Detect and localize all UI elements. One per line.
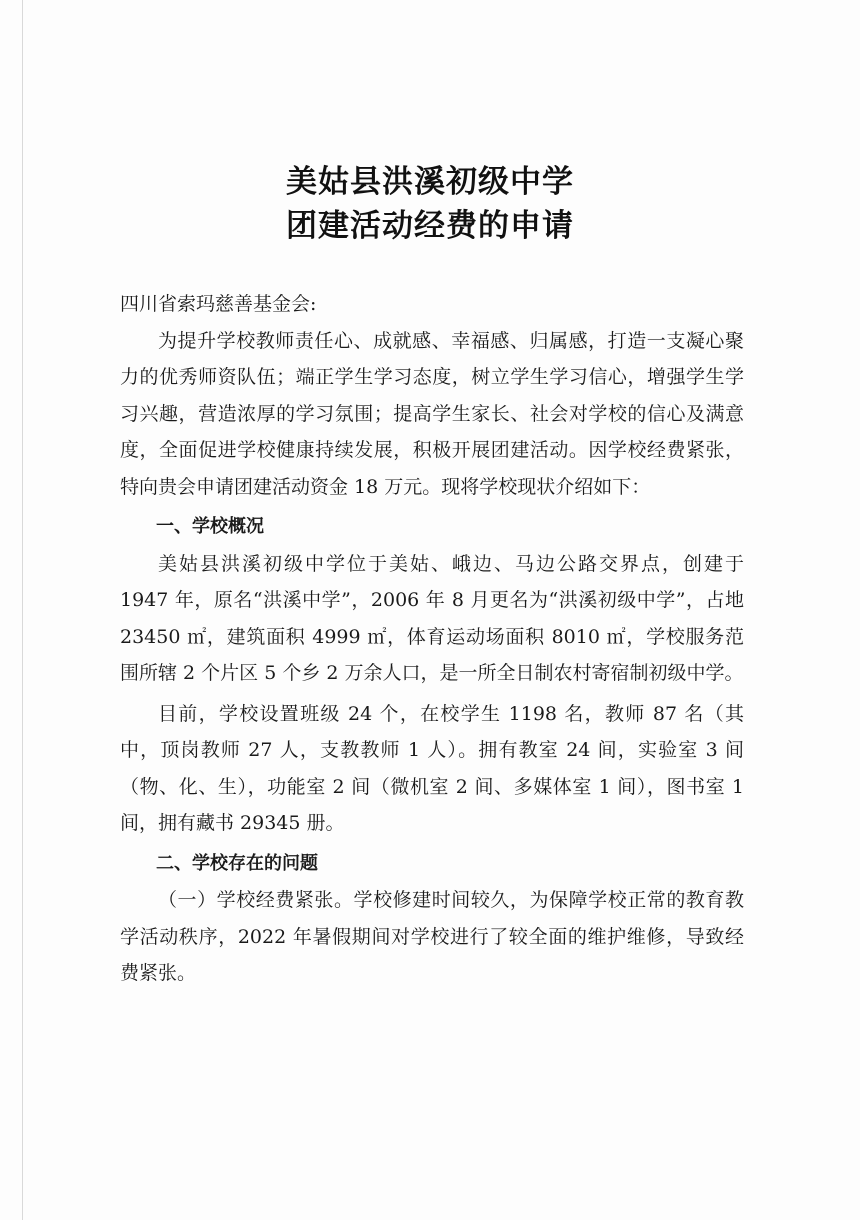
section-1-heading: 一、学校概况 <box>156 516 264 537</box>
document-title-line-2: 团建活动经费的申请 <box>286 208 574 244</box>
section-2-heading: 二、学校存在的问题 <box>156 852 318 874</box>
document-body <box>120 286 744 992</box>
document-title-line-1: 美姑县洪溪初级中学 <box>286 164 574 200</box>
salutation: 四川省索玛慈善基金会: <box>120 293 317 315</box>
section-2-item-1 <box>120 882 744 992</box>
section-2-item-1-label: （一）学校经费紧张。 <box>158 889 354 911</box>
section-2-item-1-text: 学校修建时间较久，为保障学校正常的教育教学活动秩序，2022 年暑假期间对学校进行了较全面的维护维修，导致经费紧张。 <box>120 889 744 984</box>
section-1-paragraph-1: 美姑县洪溪初级中学位于美姑、峨边、马边公路交界点，创建于 1947 年，原名“洪溪中学”，2006 年 8 月更名为“洪溪初级中学”，占地 23450 ㎡，建筑面积 4999 ㎡，体育运动场面积 8010 ㎡，学校服务范围所辖 2 个片区 5 个乡 2 万余人口，是一所全日制农村寄宿制初级中学。 <box>120 552 744 684</box>
section-1-paragraph-2: 目前，学校设置班级 24 个，在校学生 1198 名，教师 87 名（其中，顶岗教师 27 人，支教教师 1 人）。拥有教室 24 间，实验室 3 间（物、化、生），功能室 2 间（微机室 2 间、多媒体室 1 间），图书室 1 间，拥有藏书 29345 册。 <box>120 702 744 834</box>
intro-paragraph: 为提升学校教师责任心、成就感、幸福感、归属感，打造一支凝心聚力的优秀师资队伍；端正学生学习态度，树立学生学习信心，增强学生学习兴趣，营造浓厚的学习氛围；提高学生家长、社会对学校的信心及满意度，全面促进学校健康持续发展，积极开展团建活动。因学校经费紧张，特向贵会申请团建活动资金 18 万元。现将学校现状介绍如下： <box>120 329 744 498</box>
